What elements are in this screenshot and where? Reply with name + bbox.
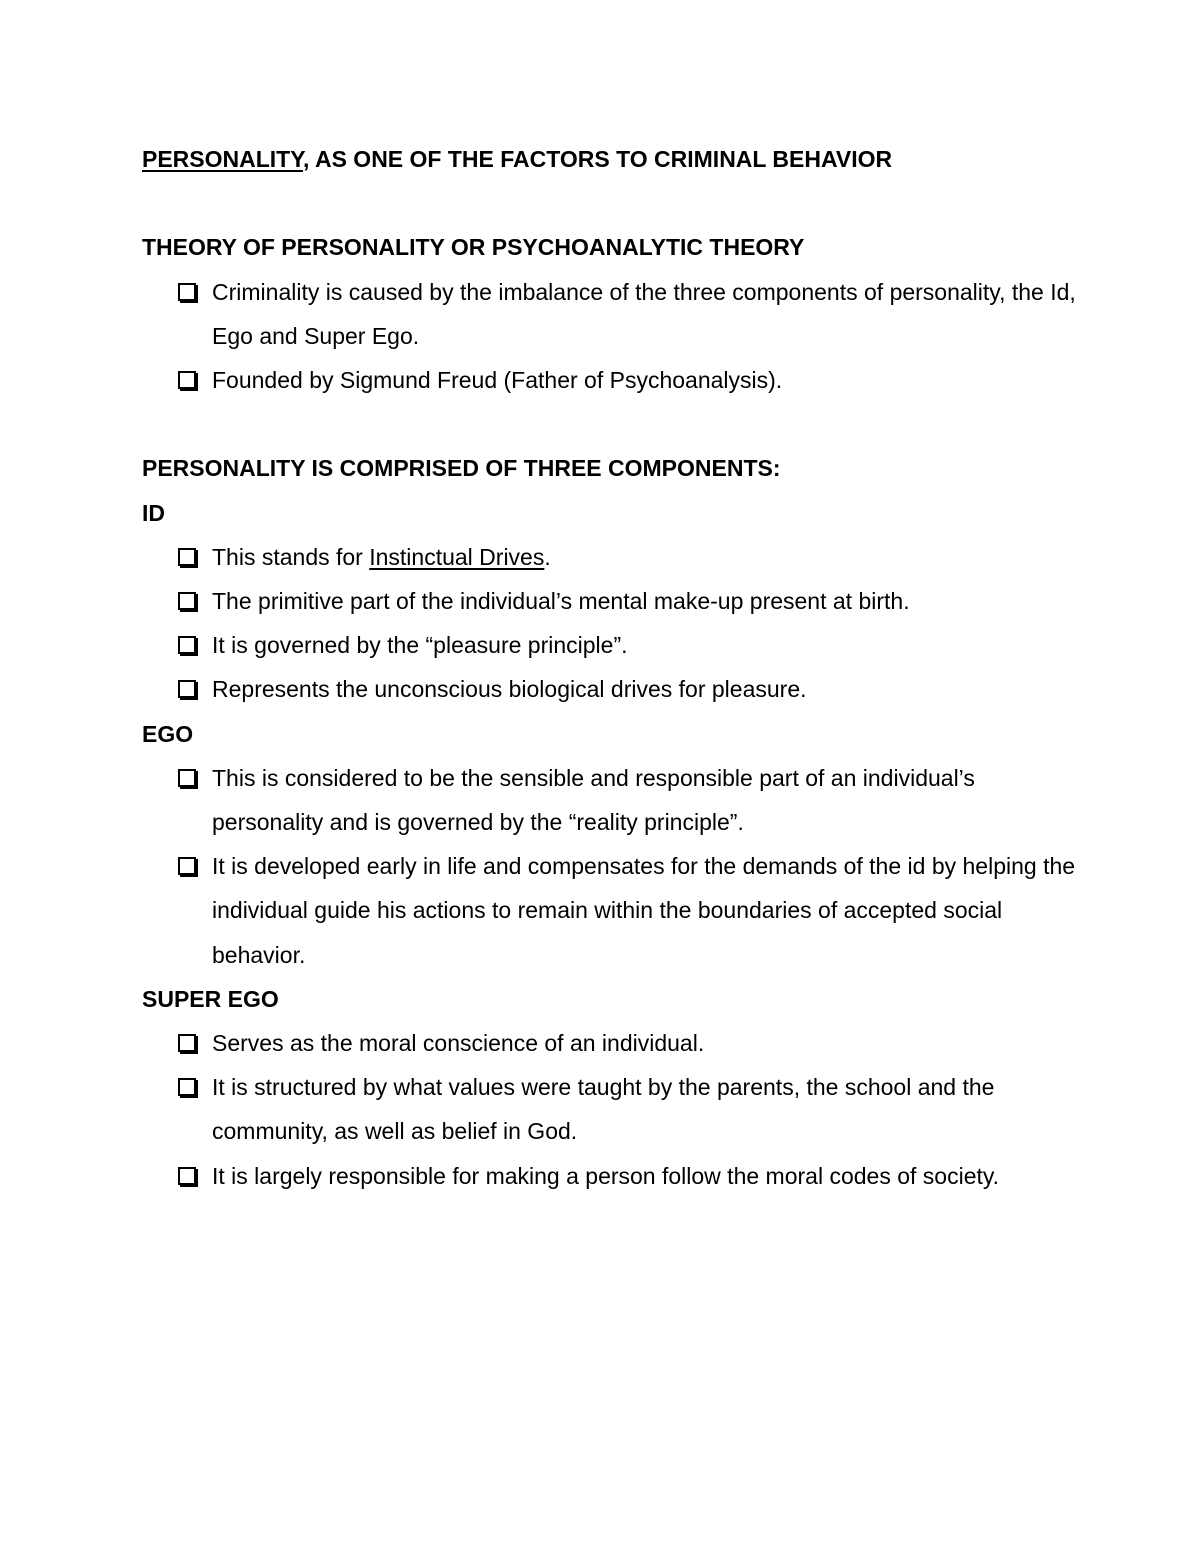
bullet-text: It is developed early in life and compensates for the demands of the id by helping the individual guide his actions to remain within the boundaries of accepted social behavior. <box>212 853 1076 968</box>
super-ego-heading: SUPER EGO <box>142 985 279 1012</box>
theory-bullet-list <box>142 270 1082 403</box>
ego-bullet-list <box>142 756 1082 977</box>
bullet-text: This is considered to be the sensible and responsible part of an individual’s personality and is governed by the “reality principle”. <box>212 764 975 836</box>
list-item <box>142 270 1082 358</box>
bullet-text: Founded by Sigmund Freud (Father of Psychoanalysis). <box>212 367 783 393</box>
checkbox-bullet-icon <box>178 548 196 566</box>
list-item <box>142 844 1082 977</box>
bullet-text-suffix: . <box>544 543 551 570</box>
list-item <box>142 623 1082 667</box>
list-item <box>142 579 1082 623</box>
list-item <box>142 535 1082 579</box>
checkbox-bullet-icon <box>178 1078 196 1096</box>
id-heading: ID <box>142 499 165 526</box>
checkbox-bullet-icon <box>178 636 196 654</box>
list-item <box>142 358 1082 402</box>
list-item <box>142 1065 1082 1153</box>
document-body <box>142 137 1082 1198</box>
bullet-text: It is governed by the “pleasure principle”. <box>212 632 628 659</box>
bullet-text: The primitive part of the individual’s mental make-up present at birth. <box>212 588 910 614</box>
ego-heading: EGO <box>142 720 194 747</box>
bullet-text-prefix: This stands for <box>212 543 370 570</box>
bullet-text: Criminality is caused by the imbalance of the three components of personality, the Id, Ego and Super Ego. <box>212 278 1076 349</box>
checkbox-bullet-icon <box>178 283 196 301</box>
list-item <box>142 667 1082 711</box>
bullet-text: It is largely responsible for making a person follow the moral codes of society. <box>212 1162 1000 1189</box>
id-bullet-list <box>142 535 1082 712</box>
list-item <box>142 1021 1082 1065</box>
checkbox-bullet-icon <box>178 1167 196 1185</box>
list-item <box>142 1154 1082 1198</box>
super-ego-bullet-list <box>142 1021 1082 1198</box>
list-item <box>142 756 1082 844</box>
bullet-text: Represents the unconscious biological drives for pleasure. <box>212 676 807 703</box>
checkbox-bullet-icon <box>178 857 196 875</box>
components-heading: PERSONALITY IS COMPRISED OF THREE COMPONENTS: <box>142 455 781 482</box>
checkbox-bullet-icon <box>178 371 196 389</box>
spacer <box>142 402 1082 446</box>
theory-heading: THEORY OF PERSONALITY OR PSYCHOANALYTIC THEORY <box>142 234 805 261</box>
spacer <box>142 181 1082 225</box>
checkbox-bullet-icon <box>178 680 196 698</box>
checkbox-bullet-icon <box>178 592 196 610</box>
title-rest: , AS ONE OF THE FACTORS TO CRIMINAL BEHAVIOR <box>303 146 893 172</box>
bullet-text-underlined: Instinctual Drives <box>369 543 545 570</box>
bullet-text: It is structured by what values were taught by the parents, the school and the community, as well as belief in God. <box>212 1074 995 1145</box>
checkbox-bullet-icon <box>178 1034 196 1052</box>
checkbox-bullet-icon <box>178 769 196 787</box>
title-underlined-word: PERSONALITY <box>142 146 304 172</box>
bullet-text: Serves as the moral conscience of an individual. <box>212 1030 705 1057</box>
page-title <box>142 137 1082 181</box>
